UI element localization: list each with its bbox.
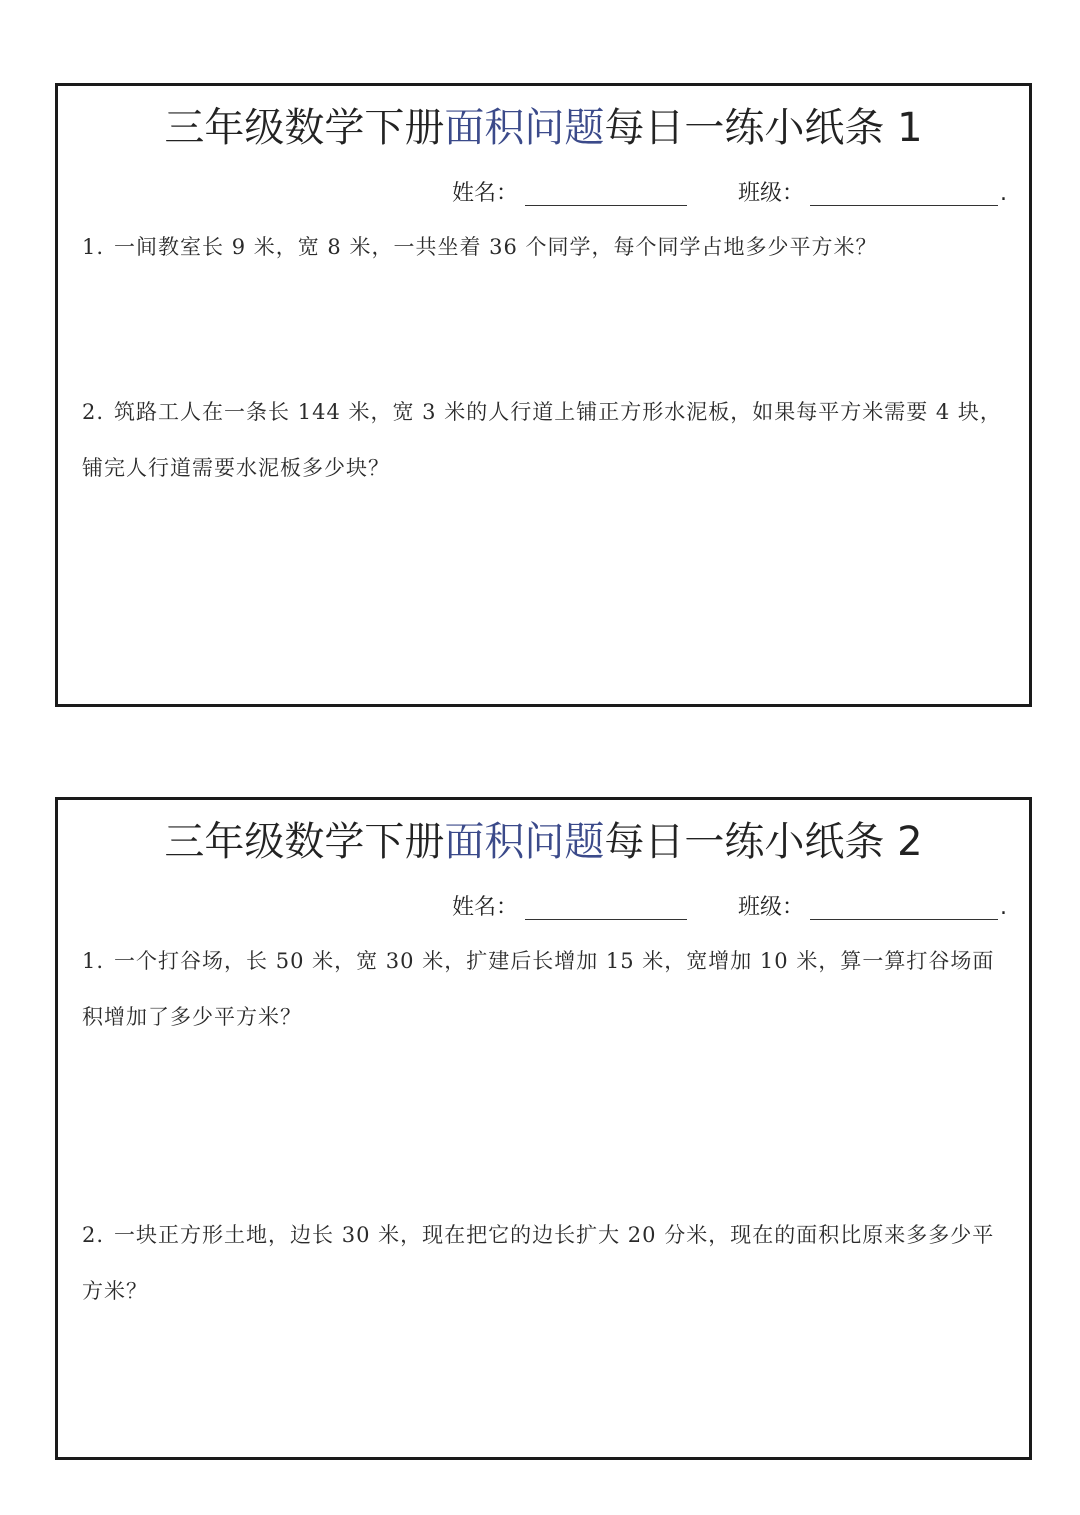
question-text: 一间教室长 9 米，宽 8 米，一共坐着 36 个同学，每个同学占地多少平方米？ [114, 235, 878, 259]
question-1 [82, 933, 1007, 1045]
title-suffix: 每日一练小纸条 2 [604, 819, 923, 865]
name-blank-line[interactable] [525, 919, 687, 920]
end-mark: . [1000, 895, 1007, 920]
title-prefix: 三年级数学下册 [164, 819, 445, 865]
end-mark: . [1000, 181, 1007, 206]
practice-slip-2 [55, 797, 1032, 1460]
title-highlight: 面积问题 [444, 105, 605, 151]
name-label: 姓名： [452, 895, 519, 920]
title-highlight: 面积问题 [444, 819, 605, 865]
slip-title [58, 100, 1029, 156]
question-text: 一个打谷场，长 50 米，宽 30 米，扩建后长增加 15 米，宽增加 10 米，算一算打谷场面积增加了多少平方米？ [82, 949, 995, 1029]
question-text: 一块正方形土地，边长 30 米，现在把它的边长扩大 20 分米，现在的面积比原来多多少平方米？ [82, 1223, 995, 1303]
question-1 [82, 219, 1007, 275]
question-number: 1. [82, 949, 105, 973]
class-blank-line[interactable] [810, 205, 998, 206]
practice-slip-1 [55, 83, 1032, 707]
question-text: 筑路工人在一条长 144 米，宽 3 米的人行道上铺正方形水泥板，如果每平方米需要 4 块，铺完人行道需要水泥板多少块？ [82, 400, 1002, 480]
class-blank-line[interactable] [810, 919, 998, 920]
class-label: 班级： [738, 895, 805, 920]
question-number: 2. [82, 400, 105, 424]
question-2 [82, 384, 1007, 496]
question-2 [82, 1207, 1007, 1319]
title-suffix: 每日一练小纸条 1 [604, 105, 923, 151]
question-number: 2. [82, 1223, 105, 1247]
question-number: 1. [82, 235, 105, 259]
title-prefix: 三年级数学下册 [164, 105, 445, 151]
name-label: 姓名： [452, 181, 519, 206]
class-label: 班级： [738, 181, 805, 206]
name-blank-line[interactable] [525, 205, 687, 206]
slip-title [58, 814, 1029, 870]
